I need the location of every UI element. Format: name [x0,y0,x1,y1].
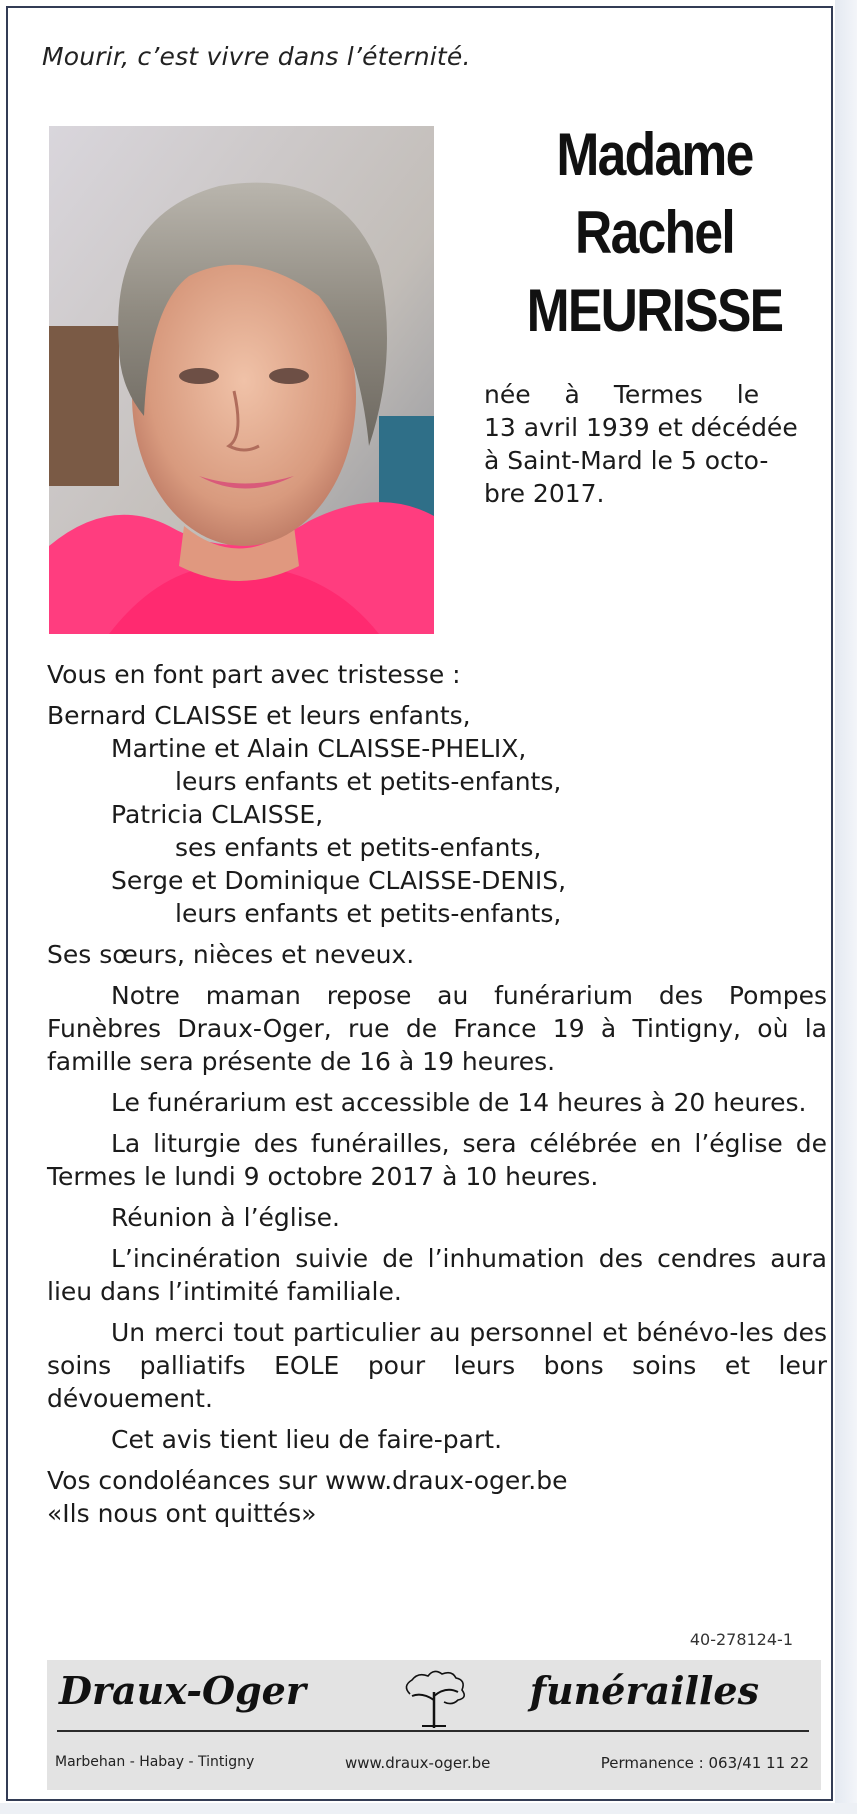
website-link[interactable]: www.draux-oger.be [345,1754,491,1772]
family-list [47,699,827,930]
announcement-body [47,658,827,1530]
birth-line: née à Termes le [484,380,760,409]
obituary-notice [6,6,833,1801]
reference-number: 40-278124-1 [689,1630,793,1649]
family-line: ses enfants et petits-enfants, [175,833,542,862]
family-line: leurs enfants et petits-enfants, [175,767,562,796]
birth-line: 13 avril 1939 et décédée [484,413,798,442]
funeral-home-banner [47,1660,821,1790]
birth-death-info [484,378,824,510]
birth-line: bre 2017. [484,479,605,508]
condolences-line: Vos condoléances sur www.draux-oger.be [47,1466,568,1495]
service-label: funérailles [529,1668,759,1713]
locations: Marbehan - Habay - Tintigny [55,1754,255,1770]
banner-divider [57,1730,809,1732]
paragraph-thanks [47,1316,827,1415]
family-line: Bernard CLAISSE et leurs enfants, [47,701,471,730]
paragraph-text: La liturgie des funérailles, sera célébrée en l’église de Termes le lundi 9 octobre 2017 à 10 heures. [47,1129,827,1191]
paragraph-notice [47,1423,827,1456]
family-line: leurs enfants et petits-enfants, [175,899,562,928]
first-name: Rachel [575,199,734,266]
motto: Mourir, c’est vivre dans l’éternité. [42,42,471,71]
paragraph-meeting [47,1201,827,1234]
last-name: MEURISSE [526,277,783,344]
birth-line: à Saint-Mard le 5 octo- [484,446,769,475]
name-title: Madame [556,121,753,188]
phone-number: Permanence : 063/41 11 22 [600,1754,809,1772]
portrait-photo [49,126,434,634]
paragraph-text: Cet avis tient lieu de faire-part. [111,1425,503,1454]
portrait-illustration [49,126,434,634]
brand-name: Draux-Oger [59,1668,306,1713]
paragraph-text: Réunion à l’église. [111,1203,341,1232]
paragraph-funerarium [47,979,827,1078]
paragraph-text: Le funérarium est accessible de 14 heures à 20 heures. [111,1088,807,1117]
paragraph-liturgy [47,1127,827,1193]
intro-line: Vous en font part avec tristesse : [47,660,461,689]
others-line: Ses sœurs, nièces et neveux. [47,940,415,969]
paragraph-text: L’incinération suivie de l’inhumation des cendres aura lieu dans l’intimité familiale. [47,1244,827,1306]
paragraph-text: Un merci tout particulier au personnel et bénévo-les des soins palliatifs EOLE pour leurs bons soins et leur dévouement. [47,1318,827,1413]
family-line: Martine et Alain CLAISSE-PHELIX, [111,734,527,763]
paragraph-text: Notre maman repose au funérarium des Pompes Funèbres Draux-Oger, rue de France 19 à Tintigny, où la famille sera présente de 16 à 19 heures. [47,981,827,1076]
tree-icon [392,1666,476,1734]
paragraph-cremation [47,1242,827,1308]
deceased-name [506,116,803,350]
page-edge-bottom [0,1803,857,1814]
page-edge [835,0,857,1814]
family-line: Serge et Dominique CLAISSE-DENIS, [111,866,567,895]
condolences-line: «Ils nous ont quittés» [47,1499,317,1528]
family-line: Patricia CLAISSE, [111,800,324,829]
paragraph-hours [47,1086,827,1119]
